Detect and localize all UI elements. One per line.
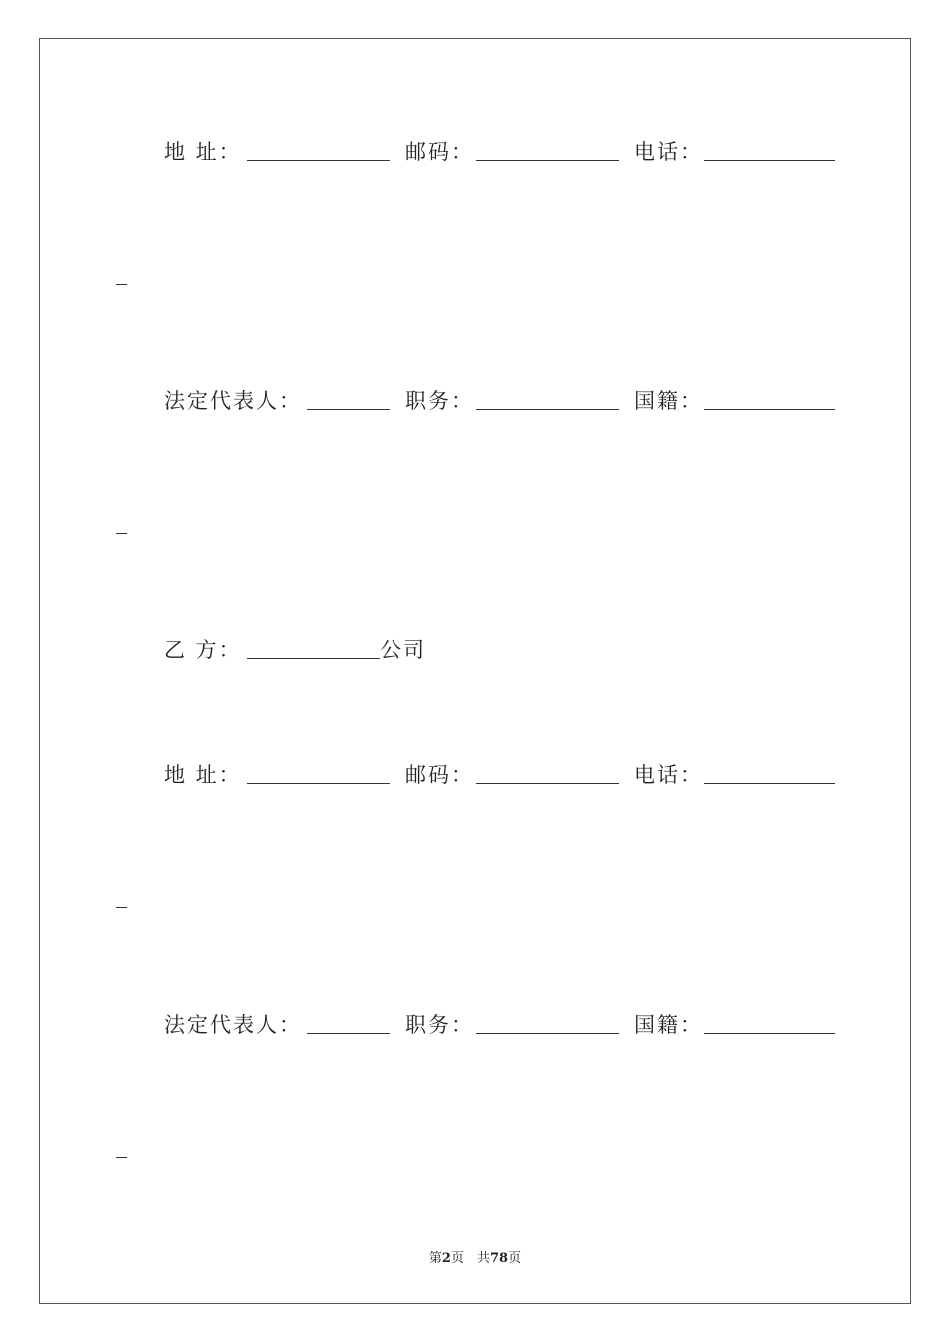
address-field[interactable] (247, 783, 390, 784)
nationality-label: 国籍： (634, 1013, 703, 1037)
address-label: 地 址： (164, 763, 242, 787)
title-field[interactable] (476, 409, 619, 410)
legal-rep-label: 法定代表人： (164, 1013, 302, 1037)
page-current: 2 (441, 1251, 451, 1266)
page-border (39, 38, 911, 1304)
title-label: 职务： (405, 389, 474, 413)
address-field[interactable] (247, 160, 390, 161)
party-b-label: 乙 方： (164, 638, 242, 662)
page-suffix: 页 (508, 1251, 522, 1266)
page-footer (0, 1247, 950, 1266)
dash-mark (116, 284, 127, 285)
phone-field[interactable] (704, 160, 835, 161)
dash-mark (116, 533, 127, 534)
page-mid: 页 共 (450, 1251, 490, 1266)
legal-rep-field[interactable] (307, 1033, 390, 1034)
nationality-field[interactable] (704, 1033, 835, 1034)
phone-label: 电话： (634, 763, 703, 787)
postcode-label: 邮码： (405, 763, 474, 787)
legal-rep-label: 法定代表人： (164, 389, 302, 413)
nationality-label: 国籍： (634, 389, 703, 413)
legal-rep-field[interactable] (307, 409, 390, 410)
phone-label: 电话： (634, 140, 703, 164)
nationality-field[interactable] (704, 409, 835, 410)
dash-mark (116, 1157, 127, 1158)
postcode-field[interactable] (476, 160, 619, 161)
title-label: 职务： (405, 1013, 474, 1037)
postcode-label: 邮码： (405, 140, 474, 164)
phone-field[interactable] (704, 783, 835, 784)
postcode-field[interactable] (476, 783, 619, 784)
title-field[interactable] (476, 1033, 619, 1034)
page-total: 78 (489, 1251, 509, 1266)
dash-mark (116, 907, 127, 908)
page-prefix: 第 (428, 1251, 442, 1266)
company-name-field[interactable] (247, 658, 380, 659)
company-suffix: 公司 (380, 638, 426, 662)
address-label: 地 址： (164, 140, 242, 164)
